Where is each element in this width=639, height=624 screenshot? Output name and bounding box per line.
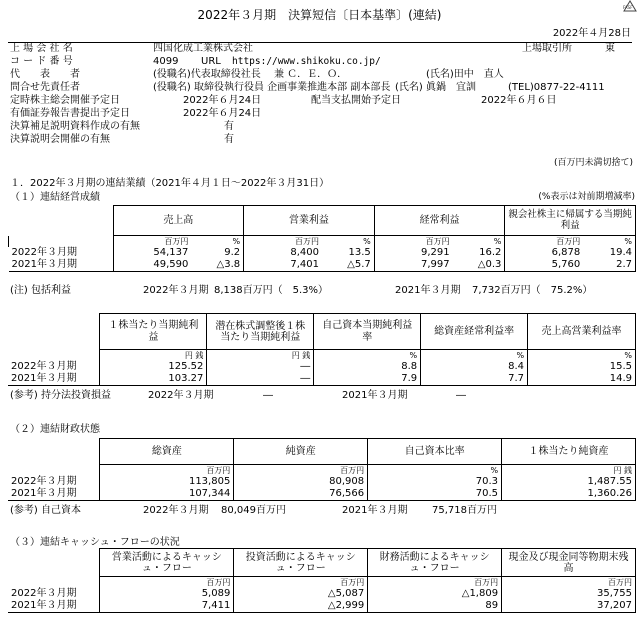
company-url-link[interactable]: https://www.shikoku.co.jp/ xyxy=(232,56,381,67)
table-cell: % xyxy=(493,236,502,246)
table-cell: 2022年３月期 xyxy=(11,476,77,487)
table-cell: 54,137 xyxy=(113,247,191,259)
own-capital-label: (参考) 自己資本 xyxy=(10,505,81,516)
operating-results-table xyxy=(8,205,636,272)
financial-position-table xyxy=(8,438,636,501)
table-row xyxy=(9,247,636,259)
table-cell: 113,805 xyxy=(100,476,234,488)
table-cell: 円 銭 xyxy=(100,350,207,362)
table-cell: 49,590 xyxy=(113,259,191,272)
table-row xyxy=(8,488,636,501)
comprehensive-income-label: (注) 包括利益 xyxy=(10,285,71,296)
equity-method-value1: ― xyxy=(263,390,273,401)
table-cell: 19.4 xyxy=(583,247,635,259)
contact-label: 問合せ先責任者 xyxy=(10,82,80,93)
table-row xyxy=(8,588,636,600)
table-cell: △3.8 xyxy=(216,259,241,270)
fasf-logo xyxy=(623,0,637,12)
table-cell: 百万円 xyxy=(100,577,234,589)
table-row xyxy=(8,373,636,386)
comprehensive-income-period2: 2021年３月期 xyxy=(395,285,461,296)
table-cell: 百万円 xyxy=(234,577,368,589)
own-capital-value1: 80,049百万円 xyxy=(221,505,286,516)
table-cell: % xyxy=(528,350,636,362)
header-operating-cf: 営業活動によるキャッシュ・フロー xyxy=(100,549,234,577)
table-cell: 70.3 xyxy=(368,476,502,488)
url-label: URL xyxy=(201,56,221,67)
table-cell: 百万円 xyxy=(502,577,636,589)
table-cell: % xyxy=(583,236,635,248)
table-cell: 百万円 xyxy=(113,236,191,248)
table-cell: % xyxy=(363,236,371,246)
table-cell: 9,291 xyxy=(374,247,452,259)
table-cell: 37,207 xyxy=(502,600,636,613)
contact-title: (役職名) 取締役執行役員 企画事業推進本部 副本部長 xyxy=(153,82,391,93)
table-cell: 2021年３月期 xyxy=(11,488,77,499)
supplementary-value: 有 xyxy=(224,121,234,132)
table-cell: 103.27 xyxy=(100,373,207,386)
table-cell: 7.9 xyxy=(314,373,421,386)
table-cell: 2021年３月期 xyxy=(11,600,77,611)
section1-subtitle: （１）連結経営成績 xyxy=(10,192,100,203)
table-cell: 5,089 xyxy=(100,588,234,600)
representative-title: (役職名)代表取締役社長 xyxy=(153,69,261,80)
table-cell: 2022年３月期 xyxy=(11,361,77,372)
percent-note: (%表示は対前期増減率) xyxy=(538,192,635,202)
table-cell: 百万円 xyxy=(505,236,583,248)
equity-method-value2: ― xyxy=(456,390,466,401)
agm-label: 定時株主総会開催予定日 xyxy=(10,95,120,106)
table-cell: 8.4 xyxy=(421,361,528,373)
table-cell: 70.5 xyxy=(368,488,502,501)
table-cell: 16.2 xyxy=(479,247,502,258)
header-investing-cf: 投資活動によるキャッシュ・フロー xyxy=(234,549,368,577)
table-cell: 13.5 xyxy=(348,247,371,258)
header-equity-ratio: 自己資本比率 xyxy=(368,439,502,465)
table-cell: ― xyxy=(207,373,314,386)
dividend-date: 2022年６月６日 xyxy=(481,95,557,106)
section3-title: （３）連結キャッシュ・フローの状況 xyxy=(10,537,180,548)
representative-role: 兼 Ｃ．Ｅ．Ｏ． xyxy=(274,69,348,80)
contact-tel: (TEL)0877-22-4111 xyxy=(508,82,605,93)
table-cell: 107,344 xyxy=(100,488,234,501)
briefing-label: 決算説明会開催の有無 xyxy=(10,134,110,145)
table-cell: 6,878 xyxy=(505,247,583,259)
header-eps: １株当たり当期純利益 xyxy=(100,314,207,350)
code-value: 4099 xyxy=(153,56,179,67)
header-operating-income: 営業利益 xyxy=(244,206,375,236)
table-cell: % xyxy=(232,236,241,246)
comprehensive-income-value2: 7,732百万円（ 75.2%） xyxy=(472,285,593,296)
supplementary-label: 決算補足説明資料作成の有無 xyxy=(10,121,140,132)
table-cell: 1,360.26 xyxy=(502,488,636,501)
own-capital-period1: 2022年３月期 xyxy=(143,505,209,516)
representative-name: (氏名)田中 直人 xyxy=(426,69,504,80)
table-cell: 円 銭 xyxy=(502,465,636,477)
table-cell: 89 xyxy=(368,600,502,613)
header-diluted-eps: 潜在株式調整後１株当たり当期純利益 xyxy=(207,314,314,350)
table-cell: 百万円 xyxy=(368,577,502,589)
table-cell: 9.2 xyxy=(224,247,241,258)
table-cell: 2022年３月期 xyxy=(11,588,77,599)
exchange-label: 上場取引所 xyxy=(522,43,572,54)
table-cell: △5,087 xyxy=(234,588,368,600)
table-cell: 8.8 xyxy=(314,361,421,373)
header-sales: 売上高 xyxy=(113,206,244,236)
rounding-note: (百万円未満切捨て) xyxy=(553,158,633,168)
contact-name: (氏名) 眞鍋 宜訓 xyxy=(395,82,476,93)
table-cell: 125.52 xyxy=(100,361,207,373)
cash-flow-table xyxy=(8,548,636,613)
table-cell: 1,487.55 xyxy=(502,476,636,488)
header-net-income: 親会社株主に帰属する当期純利益 xyxy=(505,206,636,236)
table-cell: 15.5 xyxy=(528,361,636,373)
table-cell: 2.7 xyxy=(583,259,635,272)
document-title: 2022年３月期 決算短信〔日本基準〕(連結) xyxy=(197,8,442,22)
table-cell: △0.3 xyxy=(477,259,502,270)
own-capital-period2: 2021年３月期 xyxy=(342,505,408,516)
table-cell: % xyxy=(314,350,421,362)
own-capital-value2: 75,718百万円 xyxy=(432,505,497,516)
report-date: 2022年４月28日 xyxy=(552,28,631,39)
header-net-assets: 純資産 xyxy=(234,439,368,465)
table-cell: △2,999 xyxy=(234,600,368,613)
table-row xyxy=(8,600,636,613)
header-roe: 自己資本当期純利益率 xyxy=(314,314,421,350)
equity-method-label: (参考) 持分法投資損益 xyxy=(10,390,111,401)
comprehensive-income-period1: 2022年３月期 xyxy=(143,285,209,296)
table-cell: % xyxy=(368,465,502,477)
table-cell: 80,908 xyxy=(234,476,368,488)
company-name-label: 上 場 会 社 名 xyxy=(10,43,73,54)
report-filing-date: 2022年６月24日 xyxy=(183,108,262,119)
table-cell: 7.7 xyxy=(421,373,528,386)
comprehensive-income-value1: 8,138百万円（ 5.3%） xyxy=(214,285,329,296)
header-total-assets: 総資産 xyxy=(100,439,234,465)
table-cell: 8,400 xyxy=(244,247,322,259)
table-cell: 百万円 xyxy=(100,465,234,477)
table-cell: FASF xyxy=(623,5,633,10)
table-cell: 百万円 xyxy=(244,236,322,248)
table-row xyxy=(8,476,636,488)
table-cell: 百万円 xyxy=(234,465,368,477)
report-filing-label: 有価証券報告書提出予定日 xyxy=(10,108,130,119)
header-ordinary-income: 経常利益 xyxy=(374,206,505,236)
table-cell: % xyxy=(421,350,528,362)
table-cell: 76,566 xyxy=(234,488,368,501)
table-cell: 円 銭 xyxy=(207,350,314,362)
table-cell: 百万円 xyxy=(374,236,452,248)
table-cell: 2022年３月期 xyxy=(11,247,77,258)
per-share-table xyxy=(8,313,636,386)
dividend-label: 配当支払開始予定日 xyxy=(311,95,401,106)
table-cell: 2021年３月期 xyxy=(11,373,77,384)
table-cell: 5,760 xyxy=(505,259,583,272)
table-cell: 14.9 xyxy=(528,373,636,386)
table-cell: 7,411 xyxy=(100,600,234,613)
table-cell: △5.7 xyxy=(347,259,371,270)
briefing-value: 有 xyxy=(224,134,234,145)
table-cell: △1,809 xyxy=(368,588,502,600)
table-row xyxy=(8,361,636,373)
header-bps: １株当たり純資産 xyxy=(502,439,636,465)
equity-method-period2: 2021年３月期 xyxy=(342,390,408,401)
exchange-value: 東 xyxy=(605,43,615,54)
agm-date: 2022年６月24日 xyxy=(183,95,262,106)
header-financing-cf: 財務活動によるキャッシュ・フロー xyxy=(368,549,502,577)
section2-title: （２）連結財政状態 xyxy=(10,424,100,435)
header-roa: 総資産経常利益率 xyxy=(421,314,528,350)
company-name: 四国化成工業株式会社 xyxy=(153,43,253,54)
equity-method-period1: 2022年３月期 xyxy=(148,390,214,401)
table-row xyxy=(9,259,636,272)
code-label: コ ー ド 番 号 xyxy=(10,56,73,67)
header-operating-margin: 売上高営業利益率 xyxy=(528,314,636,350)
table-cell: 35,755 xyxy=(502,588,636,600)
table-cell: 7,997 xyxy=(374,259,452,272)
table-cell: ― xyxy=(207,361,314,373)
table-cell: 2021年３月期 xyxy=(11,259,77,270)
table-cell: 7,401 xyxy=(244,259,322,272)
section1-title: １．2022年３月期の連結業績（2021年４月１日～2022年３月31日） xyxy=(10,178,330,189)
header-cash-balance: 現金及び現金同等物期末残高 xyxy=(502,549,636,577)
representative-label: 代 表 者 xyxy=(10,69,80,80)
